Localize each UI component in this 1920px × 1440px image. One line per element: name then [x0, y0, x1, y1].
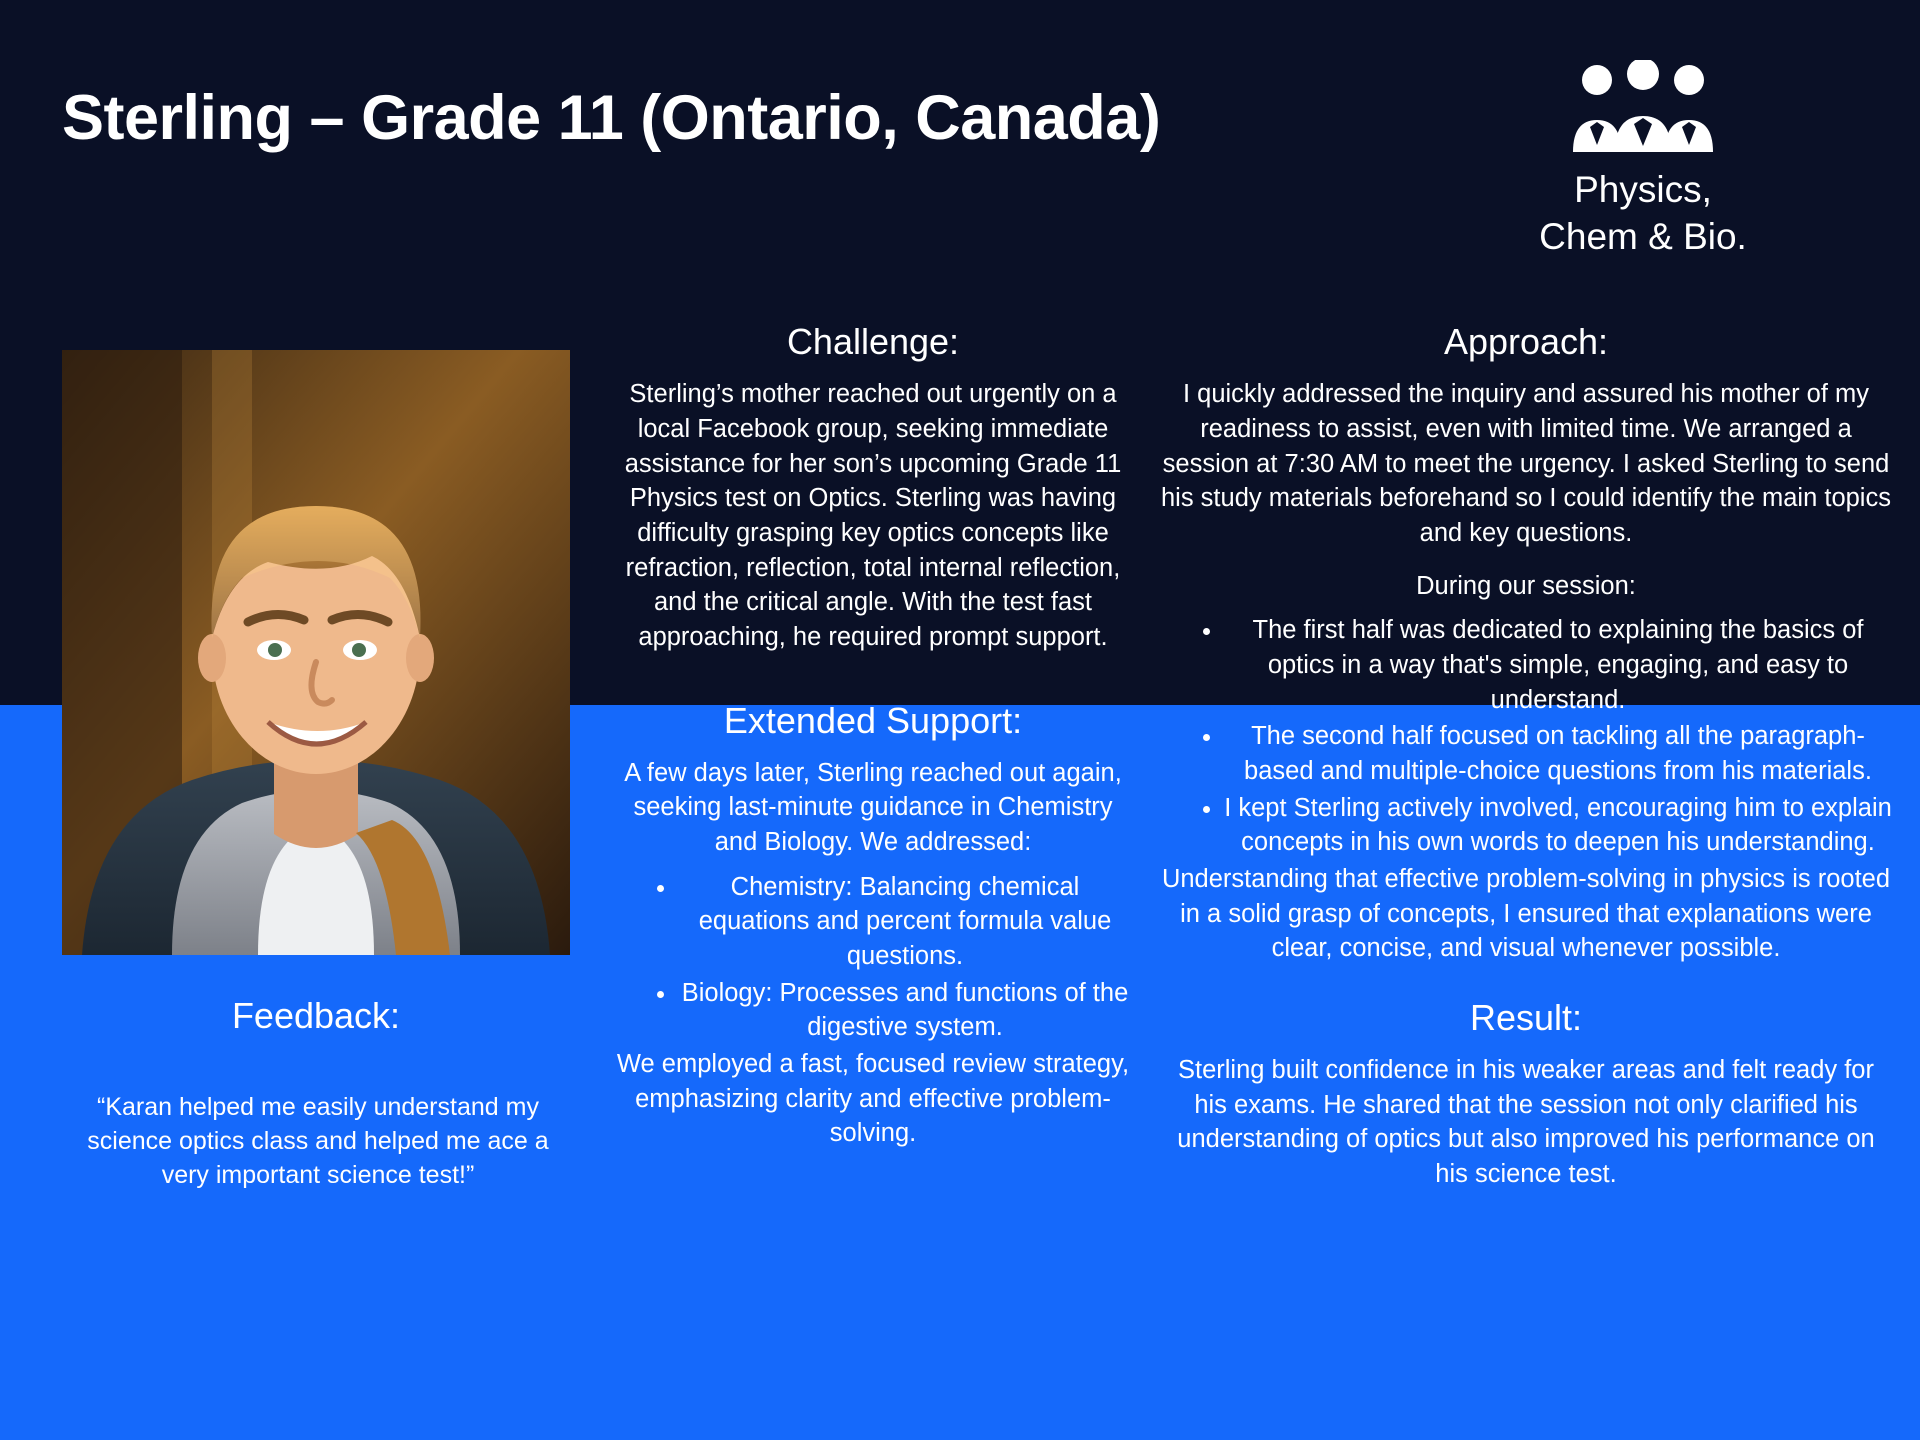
logo-block	[1478, 60, 1808, 261]
approach-closing: Understanding that effective problem-solving in physics is rooted in a solid grasp of concepts, I ensured that explanations were clear, concise, and visual whenever possible.	[1161, 864, 1891, 963]
list-item: • I kept Sterling actively involved, encouraging him to explain concepts in his own words to deepen his understanding.	[1224, 791, 1892, 860]
extended-support-bullets	[614, 870, 1132, 1045]
approach-heading: Approach:	[1443, 321, 1609, 362]
challenge-heading: Challenge:	[786, 321, 960, 362]
logo-caption-line-2: Chem & Bio.	[1539, 216, 1747, 258]
list-item: • Chemistry: Balancing chemical equations and percent formula value questions.	[678, 870, 1132, 974]
list-item: • The first half was dedicated to explaining the basics of optics in a way that's simple, engaging, and easy to understand.	[1224, 613, 1892, 717]
feedback-quote: “Karan helped me easily understand my science optics class and helped me ace a very important science test!”	[87, 1093, 549, 1189]
approach-bullets	[1160, 613, 1892, 860]
logo-caption	[1478, 166, 1808, 261]
right-column	[1160, 320, 1892, 1192]
extended-support-intro: A few days later, Sterling reached out again, seeking last-minute guidance in Chemistry and Biology. We addressed:	[624, 758, 1122, 857]
challenge-body: Sterling’s mother reached out urgently on a local Facebook group, seeking immediate assistance for her son’s upcoming Grade 11 Physics test on Optics. Sterling was having difficulty grasping key optics concepts like refraction, reflection, total internal reflection, and the critical angle. With the test fast approaching, he required prompt support.	[624, 380, 1122, 651]
three-people-group-icon	[1563, 60, 1723, 152]
student-photo	[62, 350, 570, 955]
middle-column	[614, 320, 1132, 1151]
approach-session-label: During our session:	[1416, 571, 1636, 600]
extended-support-heading: Extended Support:	[723, 699, 1023, 741]
page-title: Sterling – Grade 11 (Ontario, Canada)	[62, 83, 1161, 153]
result-heading: Result:	[1469, 996, 1583, 1038]
logo-caption-line-1: Physics,	[1574, 169, 1712, 210]
approach-body: I quickly addressed the inquiry and assured his mother of my readiness to assist, even with limited time. We arranged a session at 7:30 AM to meet the urgency. I asked Sterling to send his study materials beforehand so I could identify the main topics and key questions.	[1161, 380, 1891, 547]
extended-support-closing: We employed a fast, focused review strategy, emphasizing clarity and effective problem-solving.	[616, 1050, 1130, 1148]
result-body: Sterling built confidence in his weaker areas and felt ready for his exams. He shared that the session not only clarified his understanding of optics but also improved his performance on his science test.	[1177, 1056, 1875, 1189]
list-item: • Biology: Processes and functions of the digestive system.	[678, 976, 1132, 1045]
list-item: • The second half focused on tackling all the paragraph-based and multiple-choice questions from his materials.	[1224, 719, 1892, 788]
feedback-heading: Feedback:	[231, 995, 401, 1036]
